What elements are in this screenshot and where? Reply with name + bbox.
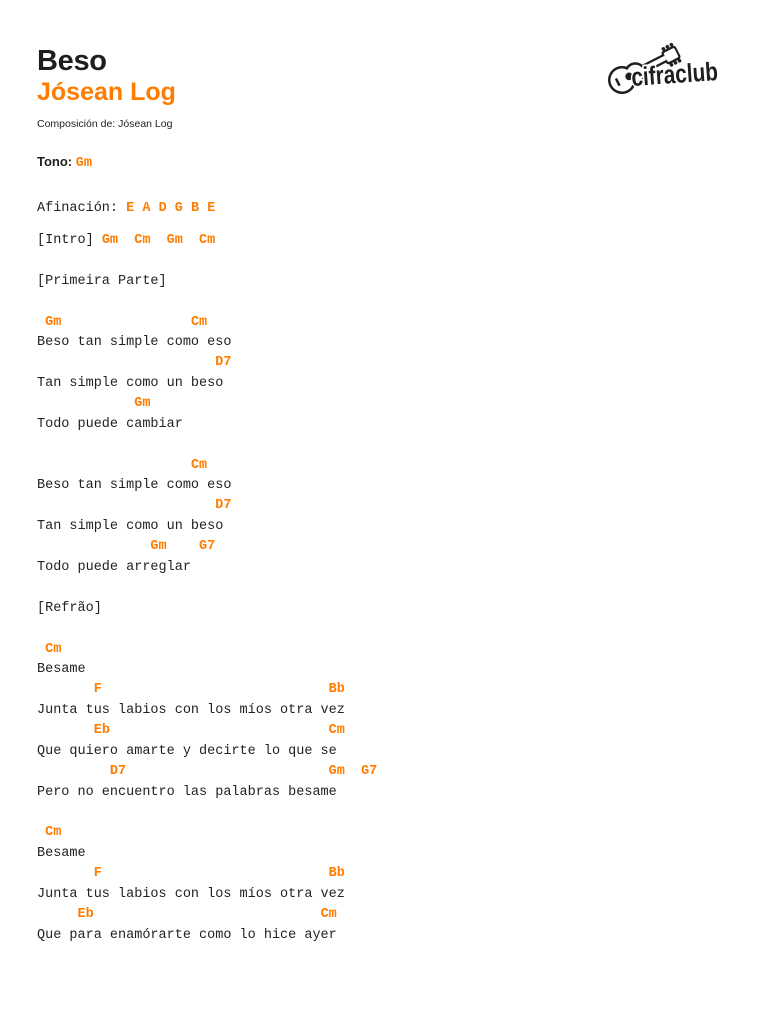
lyric-line: Besame — [37, 661, 86, 677]
intro-line — [37, 231, 377, 251]
stanza — [37, 272, 377, 292]
stanza — [37, 599, 377, 619]
composer-label: Composición de: — [37, 118, 116, 130]
chord-line — [37, 721, 377, 741]
chord-line — [37, 640, 377, 660]
artist-name: Jósean Log — [37, 78, 176, 106]
tuning-label: Afinación: — [37, 201, 119, 216]
lyric-line: Que para enamórarte como lo hice ayer — [37, 927, 337, 943]
stanza — [37, 456, 377, 579]
chord-line — [37, 762, 377, 782]
chord-sheet — [37, 231, 377, 967]
stanza — [37, 823, 377, 946]
chord: F — [93, 866, 102, 882]
lyric-line: Junta tus labios con los míos otra vez — [37, 886, 345, 902]
tuning-line — [37, 199, 215, 219]
tuning-note: E — [207, 201, 216, 216]
song-title: Beso — [37, 45, 107, 77]
chord-line — [37, 353, 377, 373]
tuning-note: E — [126, 201, 135, 216]
cifraclub-logo[interactable] — [602, 42, 726, 98]
chord: Cm — [45, 641, 62, 657]
section-marker: [Primeira Parte] — [37, 273, 167, 289]
lyric-line: Tan simple como un beso — [37, 518, 224, 534]
chord: Cm — [190, 457, 208, 473]
lyric-line: Junta tus labios con los míos otra vez — [37, 702, 345, 718]
chord: D7 — [109, 764, 127, 780]
lyric-line: Todo puede cambiar — [37, 416, 183, 432]
chord-line — [37, 905, 377, 925]
chord: Gm — [45, 314, 62, 330]
chord: Cm — [328, 723, 345, 739]
tuning-note: G — [174, 201, 183, 216]
chord: Gm — [134, 396, 151, 412]
chord: Eb — [77, 907, 94, 923]
chord: Cm — [320, 907, 337, 923]
stanza — [37, 640, 377, 804]
chord-line — [37, 823, 377, 843]
composer-credit — [37, 118, 172, 131]
chord: Cm — [199, 232, 216, 248]
section-marker: [Refrão] — [37, 600, 102, 616]
chord-line — [37, 313, 377, 333]
stanza — [37, 231, 377, 251]
chord-line — [37, 394, 377, 414]
intro-chords — [102, 233, 215, 248]
chord-line — [37, 537, 377, 557]
lyric-line: Tan simple como un beso — [37, 375, 224, 391]
chord-line — [37, 680, 377, 700]
lyric-line: Besame — [37, 845, 86, 861]
chord: D7 — [215, 498, 232, 514]
chord: D7 — [215, 355, 232, 371]
lyric-line: Pero no encuentro las palabras besame — [37, 784, 337, 800]
composer-name: Jósean Log — [118, 118, 173, 130]
chord-line — [37, 456, 377, 476]
chord: G7 — [199, 539, 216, 555]
tuning-note: B — [191, 201, 200, 216]
section-marker: [Intro] — [37, 232, 94, 248]
key-label: Tono: — [37, 154, 73, 169]
chord: Bb — [328, 866, 345, 882]
chord: Cm — [134, 232, 151, 248]
chord: Gm — [166, 232, 183, 248]
chord: G7 — [361, 764, 378, 780]
lyric-line: Que quiero amarte y decirte lo que se — [37, 743, 337, 759]
chord: Gm — [101, 232, 119, 248]
lyric-line: Beso tan simple como eso — [37, 478, 232, 494]
logo-wordmark: cifraclub — [630, 56, 719, 92]
lyric-line: Beso tan simple como eso — [37, 334, 232, 350]
stanza — [37, 313, 377, 436]
chord: Eb — [93, 723, 110, 739]
chord: Gm — [328, 764, 345, 780]
lyric-line: Todo puede arreglar — [37, 559, 191, 575]
chord-line — [37, 496, 377, 516]
tuning-note: D — [158, 201, 167, 216]
tuning-note: A — [142, 201, 151, 216]
chord: Gm — [150, 539, 167, 555]
chord-line — [37, 864, 377, 884]
chord: Cm — [45, 825, 62, 841]
chord: Bb — [328, 682, 345, 698]
chord: F — [93, 682, 102, 698]
key-value: Gm — [75, 156, 92, 171]
chord: Cm — [190, 314, 208, 330]
key-line — [37, 154, 92, 172]
